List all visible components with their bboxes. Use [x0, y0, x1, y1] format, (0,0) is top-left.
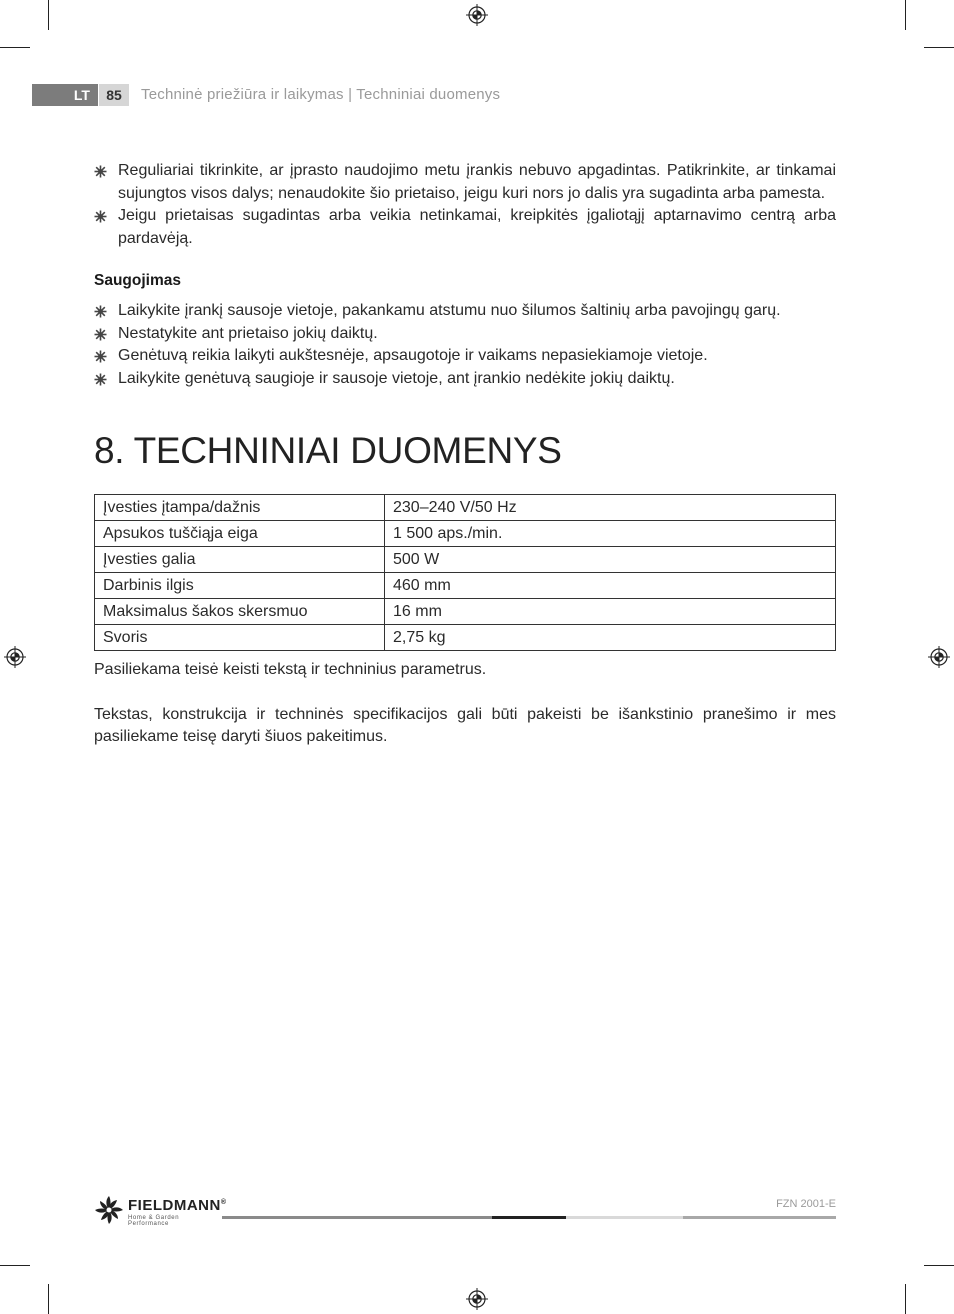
table-row: [95, 599, 836, 625]
list-item: [94, 205, 836, 250]
spec-value: 16 mm: [385, 599, 836, 625]
storage-list: [94, 300, 836, 390]
crop-mark-bottom-right-v: [905, 1284, 906, 1314]
footer-bar-segment: [566, 1216, 683, 1219]
spec-value: 460 mm: [385, 573, 836, 599]
table-row: [95, 573, 836, 599]
storage-heading: Saugojimas: [94, 272, 181, 289]
bullet-text: Nestatykite ant prietaiso jokių daiktų.: [118, 324, 378, 342]
crop-mark-bottom-right-h: [924, 1265, 954, 1266]
registration-crosshair-icon: [466, 4, 488, 26]
specifications-table: [94, 494, 836, 651]
bullet-text: Genėtuvą reikia laikyti aukštesnėje, apsaugotoje ir vaikams nepasiekiamoje vietoje.: [118, 347, 708, 364]
spec-value: 2,75 kg: [385, 625, 836, 651]
spec-label: Svoris: [95, 625, 385, 651]
snowflake-bullet-icon: [94, 328, 107, 341]
snowflake-bullet-icon: [94, 305, 107, 318]
bullet-text: Reguliariai tikrinkite, ar įprasto naudojimo metu įrankis nebuvo apgadintas. Patikrinkite, ar tinkamai sujungtos visos dalys; nenaudokite šio prietaiso, jeigu kuri nors jo dalis yra sugadinta arba pamesta.: [118, 162, 836, 202]
list-item: [94, 160, 836, 205]
table-row: [95, 625, 836, 651]
bullet-text: Laikykite genėtuvą saugioje ir sausoje vietoje, ant įrankio nedėkite jokių daiktų.: [118, 369, 675, 387]
bullet-text: Jeigu prietaisas sugadintas arba veikia netinkamai, kreipkitės įgaliotąjį aptarnavimo centrą arba pardavėją.: [118, 207, 836, 247]
maintenance-list: [94, 160, 836, 250]
running-header-title: Techninė priežiūra ir laikymas | Techniniai duomenys: [141, 86, 501, 103]
crop-mark-bottom-left-h: [0, 1265, 30, 1266]
spec-value: 1 500 aps./min.: [385, 521, 836, 547]
spec-label: Apsukos tuščiąja eiga: [95, 521, 385, 547]
brand-name: FIELDMANN®: [128, 1197, 227, 1214]
registration-crosshair-icon: [4, 646, 26, 668]
spec-value: 230–240 V/50 Hz: [385, 495, 836, 521]
chapter-title: 8. TECHNINIAI DUOMENYS: [94, 430, 562, 471]
page-number: 85: [99, 84, 129, 106]
list-item: [94, 300, 836, 323]
disclaimer-note: Pasiliekama teisė keisti tekstą ir techninius parametrus.: [94, 661, 487, 678]
snowflake-bullet-icon: [94, 373, 107, 386]
page-content: [94, 160, 836, 749]
crop-mark-top-right-h: [924, 47, 954, 48]
snowflake-bullet-icon: [94, 210, 107, 223]
bullet-text: Laikykite įrankį sausoje vietoje, pakankamu atstumu nuo šilumos šaltinių arba pavojingų garų.: [118, 302, 781, 319]
fan-blade-logo-icon: [94, 1195, 124, 1225]
table-row: [95, 495, 836, 521]
table-row: [95, 521, 836, 547]
list-item: [94, 345, 836, 368]
spec-label: Įvesties galia: [95, 547, 385, 573]
snowflake-bullet-icon: [94, 165, 107, 178]
language-tab: LT: [32, 84, 98, 106]
footer-bar-segment: [492, 1216, 566, 1219]
footer-bar-segment: [683, 1216, 836, 1219]
snowflake-bullet-icon: [94, 350, 107, 363]
list-item: [94, 368, 836, 391]
list-item: [94, 323, 836, 346]
registration-crosshair-icon: [928, 646, 950, 668]
table-row: [95, 547, 836, 573]
registration-crosshair-icon: [466, 1288, 488, 1310]
spec-value: 500 W: [385, 547, 836, 573]
crop-mark-top-right-v: [905, 0, 906, 30]
brand-tagline: Home & Garden Performance: [128, 1215, 180, 1227]
spec-label: Darbinis ilgis: [95, 573, 385, 599]
disclaimer-note: Tekstas, konstrukcija ir techninės specifikacijos gali būti pakeisti be išankstinio pranešimo ir mes pasiliekame teisę daryti šiuos pakeitimus.: [94, 705, 836, 745]
crop-mark-top-left-h: [0, 47, 30, 48]
brand-logo: [94, 1194, 227, 1227]
spec-label: Maksimalus šakos skersmuo: [95, 599, 385, 625]
crop-mark-top-left-v: [48, 0, 49, 30]
model-number: FZN 2001-E: [776, 1198, 836, 1210]
spec-label: Įvesties įtampa/dažnis: [95, 495, 385, 521]
footer-bar-segment: [222, 1216, 492, 1219]
crop-mark-bottom-left-v: [48, 1284, 49, 1314]
